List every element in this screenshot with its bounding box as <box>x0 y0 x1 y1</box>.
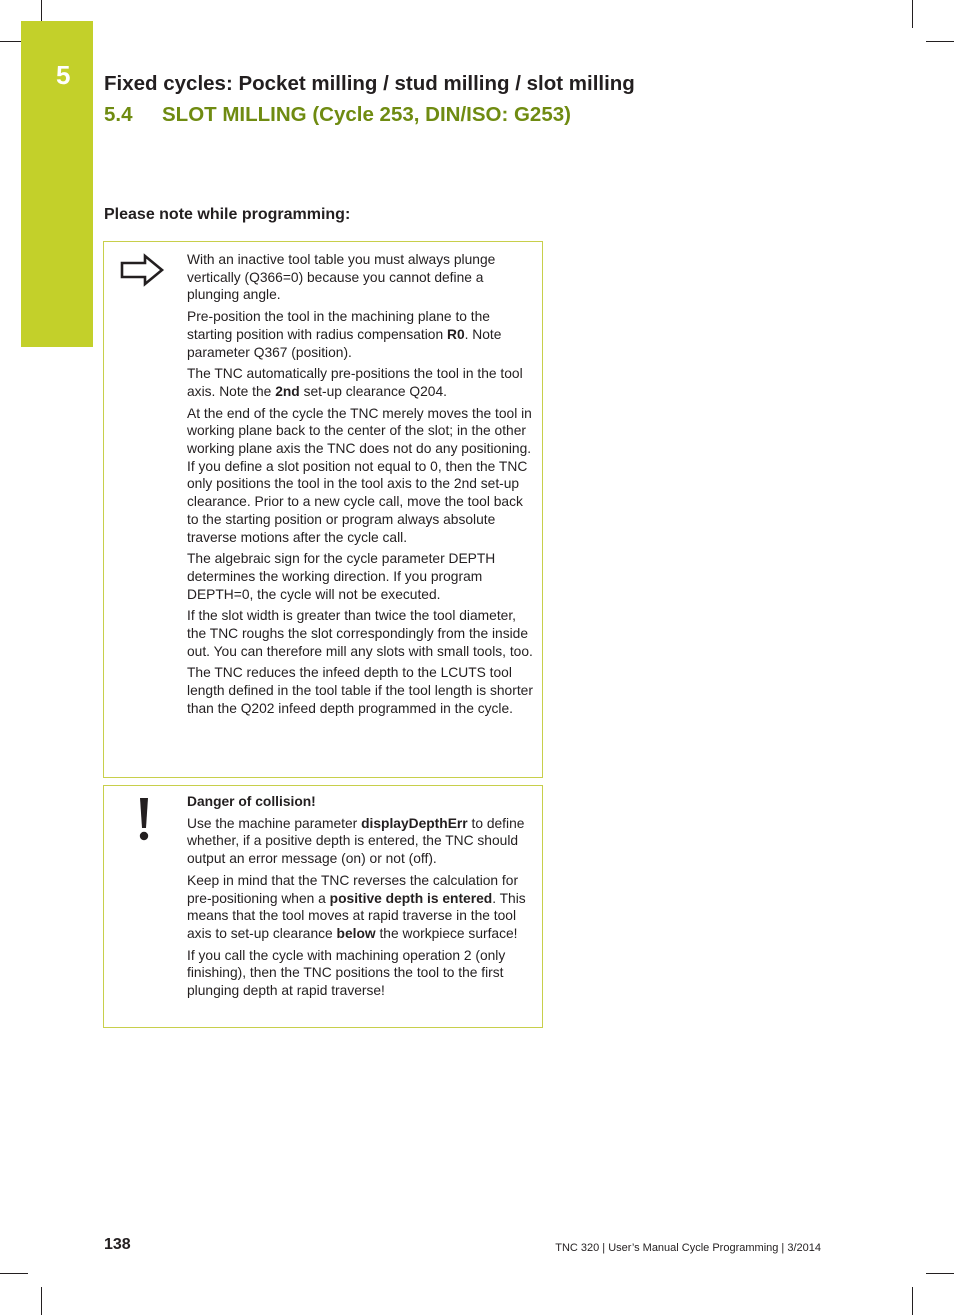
exclamation-icon <box>130 796 158 849</box>
section-title-text: SLOT MILLING (Cycle 253, DIN/ISO: G253) <box>162 103 571 126</box>
crop-mark <box>926 1273 954 1274</box>
crop-mark <box>926 41 954 42</box>
note-paragraph: At the end of the cycle the TNC merely moves the tool in working plane back to the center of the slot; in the other working plane axis the TNC does not do any positioning. If you define a slot position not equal to 0, then the TNC only positions the tool in the tool axis to the 2nd set-up clearance. Prior to a new cycle call, move the tool back to the starting position or program always absolute traverse motions after the cycle call. <box>187 405 532 545</box>
note-paragraph: The algebraic sign for the cycle parameter DEPTH determines the working direction. If you program DEPTH=0, the cycle will not be executed. <box>187 551 496 602</box>
chapter-title: Fixed cycles: Pocket milling / stud milling / slot milling <box>104 72 635 95</box>
warning-text <box>187 793 534 1004</box>
crop-mark <box>0 1273 28 1274</box>
crop-mark <box>41 1287 42 1315</box>
note-paragraph: Pre-position the tool in the machining plane to the starting position with radius compensation R0. Note parameter Q367 (position). <box>187 309 502 360</box>
note-box <box>103 241 543 778</box>
chapter-number: 5 <box>56 60 71 90</box>
warning-paragraph: If you call the cycle with machining operation 2 (only finishing), then the TNC positions the tool to the first plunging depth at rapid traverse! <box>187 947 506 999</box>
footer-text: TNC 320 | User’s Manual Cycle Programming | 3/2014 <box>555 1242 821 1254</box>
note-heading: Please note while programming: <box>104 206 351 223</box>
section-title <box>104 103 571 127</box>
warning-paragraph: Keep in mind that the TNC reverses the calculation for pre-positioning when a positive depth is entered. This means that the tool moves at rapid traverse in the tool axis to set-up clearance below the workpiece surface! <box>187 872 526 941</box>
note-paragraph: If the slot width is greater than twice the tool diameter, the TNC roughs the slot correspondingly from the inside out. You can therefore mill any slots with small tools, too. <box>187 608 533 659</box>
note-paragraph: With an inactive tool table you must always plunge vertically (Q366=0) because you cannot define a plunging angle. <box>187 252 496 303</box>
note-text <box>187 251 534 722</box>
crop-mark <box>912 0 913 28</box>
warning-box <box>103 785 543 1028</box>
warning-paragraph: Use the machine parameter displayDepthErr to define whether, if a positive depth is entered, the TNC should output an error message (on) or not (off). <box>187 815 525 867</box>
warning-title: Danger of collision! <box>187 794 316 809</box>
arrow-right-icon <box>118 252 166 293</box>
section-number: 5.4 <box>104 103 133 126</box>
note-paragraph: The TNC reduces the infeed depth to the LCUTS tool length defined in the tool table if the tool length is shorter than the Q202 infeed depth programmed in the cycle. <box>187 665 533 716</box>
note-paragraph: The TNC automatically pre-positions the tool in the tool axis. Note the 2nd set-up clearance Q204. <box>187 366 523 399</box>
crop-mark <box>912 1287 913 1315</box>
page-number: 138 <box>104 1236 131 1253</box>
